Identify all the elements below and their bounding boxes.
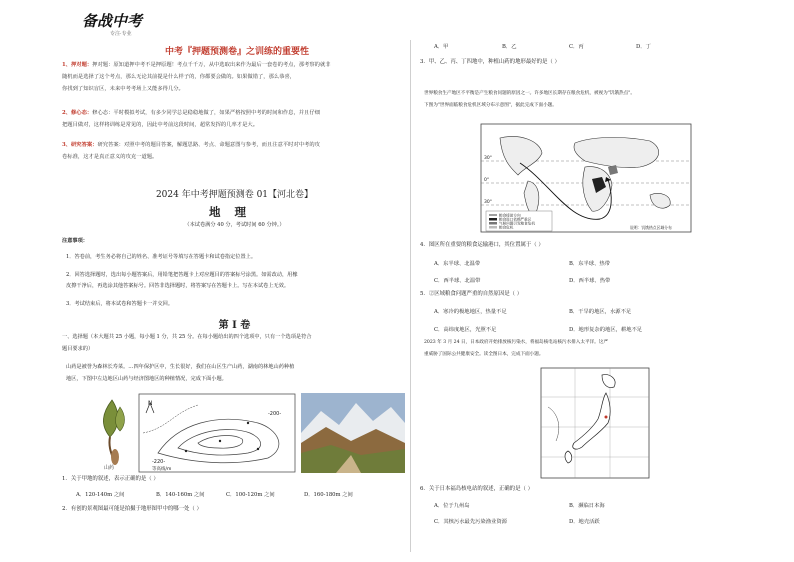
map-lat-label: 30° [484,156,492,161]
q4-option-d[interactable]: D．西半球、热带 [569,278,611,284]
intro-line: 你找到了知识盲区，未来中考考场上又能多得几分。 [62,85,184,92]
question-context-3 [424,337,714,360]
intro-line: 卷标准，这才是真正意义的攻克一道题。 [62,153,158,160]
brand-logo [80,6,150,38]
context-line: 下图为"世界面临粮食危机区域分布示意图"，据此完成下面小题。 [424,102,557,108]
exam-subject: 地理 [209,205,260,219]
section-title: 第 I 卷 [218,320,251,331]
section-instructions [62,332,407,355]
contour-value-200: -200- [268,411,282,417]
note-item: 3．考试结束后，将本试卷和答题卡一并交回。 [66,300,174,307]
exam-meta: （本试卷满分 40 分，考试时间 60 分钟。） [184,222,285,228]
japan-map [540,367,650,479]
header-title: 中考『押题预测卷』之训练的重要性 [165,47,310,57]
context-line: 地区，下图中左边地区山药与经济图地区的种植情况，完成下面小题。 [66,375,227,382]
q4-option-b[interactable]: B．东半球、热带 [569,261,610,267]
contour-map [138,393,296,473]
question-2: 2．有创的景观图最可能是拍摄于地形图甲中的哪一处（ ） [62,506,202,512]
q1-option-c[interactable]: C．100-120m 之间 [226,492,275,498]
question-1: 1．关于甲地的叙述，表示正确的是（ ） [62,476,159,482]
q5-option-b[interactable]: B．干旱的地区，水源不足 [569,309,632,315]
contour-legend-label: 等高线/m [152,467,172,472]
q6-option-b[interactable]: B．濒临日本海 [569,503,605,509]
column-divider [410,40,411,552]
note-item: 1．答卷前，考生务必将自己的姓名、准考证号等填写在答题卡和试卷指定位置上。 [66,254,257,260]
q2-option-b[interactable]: B．乙 [502,44,517,50]
question-5: 5．②区域粮食问题严重的自然原因是（ ） [420,291,523,297]
intro-line: 随机而是选择了这个考点，那么无论其前提是什么样子的，你都要会做的。如果做错了，那么恭喜， [62,73,296,80]
context-line: 山药是被誉为森林长寿菜。…四年保护区中，生长很好，我们在山区生产山药，湖南的林地山药种植 [66,364,295,370]
map-lat-south-label: 30° [484,200,492,205]
legend-item-2: 粮食进口依赖严重区 [499,217,532,222]
north-arrow-label: N [148,400,153,407]
intro-line: 1、押对题：押对题：原知道押中考不是押原题！考点千千万，从中选取出来作为最后一套卷的考点，那考察的就非 [62,62,331,68]
exam-title: 2024 年中考押题预测卷 01【河北卷】 [155,190,314,200]
valley-landscape-photo [301,393,405,473]
note-item: 皮擦干净后，再选涂其他答案标号。回答非选择题时，将答案写在答题卡上。写在本试卷上无效。 [66,283,290,289]
svg-text:专注·专业: 专注·专业 [110,31,132,37]
q4-option-c[interactable]: C．西半球、北温带 [434,278,481,284]
plant-label: 山药 [104,465,115,470]
contour-value-220: -220- [152,459,166,465]
q2-option-d[interactable]: D．丁 [636,44,651,50]
q1-option-b[interactable]: B．140-160m 之间 [156,492,205,498]
svg-text:备战中考: 备战中考 [82,12,143,30]
intro-paragraph-1 [62,60,407,95]
legend-item-3: 气候问题引发粮食危机 [499,221,535,226]
notes-list [66,252,407,310]
q4-option-a[interactable]: A．东半球、北温带 [434,261,481,267]
context-line: 重威胁了国际公共健康安全。读全图日本，完成下面小题。 [424,351,544,357]
legend-item-1: 粮食援助方向 [499,213,521,218]
legend-item-4: 粮食危机 [499,225,514,230]
intro-line: 把题目做对，这样将训练是常见的，因此中考前这段时间，超常发挥的几率才是大。 [62,121,258,128]
yam-plant-image [92,395,134,470]
intro-line: 2、修心态：修心态：平时模拟考试，有多少同学总是稳稳地做了，如果严格按照中考的时间和作息，并且仔细 [62,110,320,116]
intro-paragraph-2 [62,108,407,132]
map-eq-label: 0° [484,178,490,183]
q1-option-d[interactable]: D．160-180m 之间 [304,492,353,498]
q2-option-a[interactable]: A．甲 [434,44,449,50]
question-6: 6．关于日本福岛核电站的叙述，正确的是（ ） [420,486,533,492]
q5-option-c[interactable]: C．高纬度地区，光照不足 [434,327,497,333]
context-line: 2023 年 3 月 24 日，日本政府开始排放核污染水，将福岛核电站核污水排入太平洋。这严 [424,340,608,345]
note-item: 2．回答选择题时，选出每小题答案后，用铅笔把答题卡上对应题目的答案标号涂黑。如需改动，用橡 [66,271,298,278]
q5-option-d[interactable]: D．地形复杂的地区，耕地不足 [569,327,643,333]
q5-option-a[interactable]: A．寒冷的极地地区，热量不足 [434,309,507,315]
instr-line: 题目要求的） [62,345,94,352]
question-3: 3．甲、乙、丙、丁四地中，种植山药的地形最好的是（ ） [420,59,560,65]
q6-option-d[interactable]: D．地壳活跃 [569,519,600,525]
intro-paragraph-3 [62,140,407,164]
context-line: 世界粮食生产地区不平衡是产生粮食问题的原因之一。许多地区长期存在粮食危机，被视为"饥饿热点"。 [424,91,635,96]
instr-line: 一、选择题（本大题共 25 小题，每小题 1 分，共 25 分。在每小题给出的四个选项中，只有一个选项是符合 [62,334,312,340]
q1-option-a[interactable]: A．120-140m 之间 [76,492,125,498]
question-context [66,362,407,385]
q2-option-c[interactable]: C．丙 [569,44,584,50]
map-caption: 说明：饥饿热点区域分布 [630,225,672,230]
notes-title: 注意事项： [62,238,88,244]
world-food-crisis-map [480,123,692,233]
question-context-2 [424,88,714,111]
intro-line: 3、研究答案：研究答案：对照中考的题目答案，解题思路、考点、命题意图与参考，而且注意平时对中考的攻 [62,142,320,148]
q6-option-c[interactable]: C．其核污水最先污染渔业资源 [434,519,507,525]
question-4: 4．图区所在重要的粮食运输港口，其位置属于（ ） [420,242,544,248]
q6-option-a[interactable]: A．位于九州岛 [434,503,470,509]
